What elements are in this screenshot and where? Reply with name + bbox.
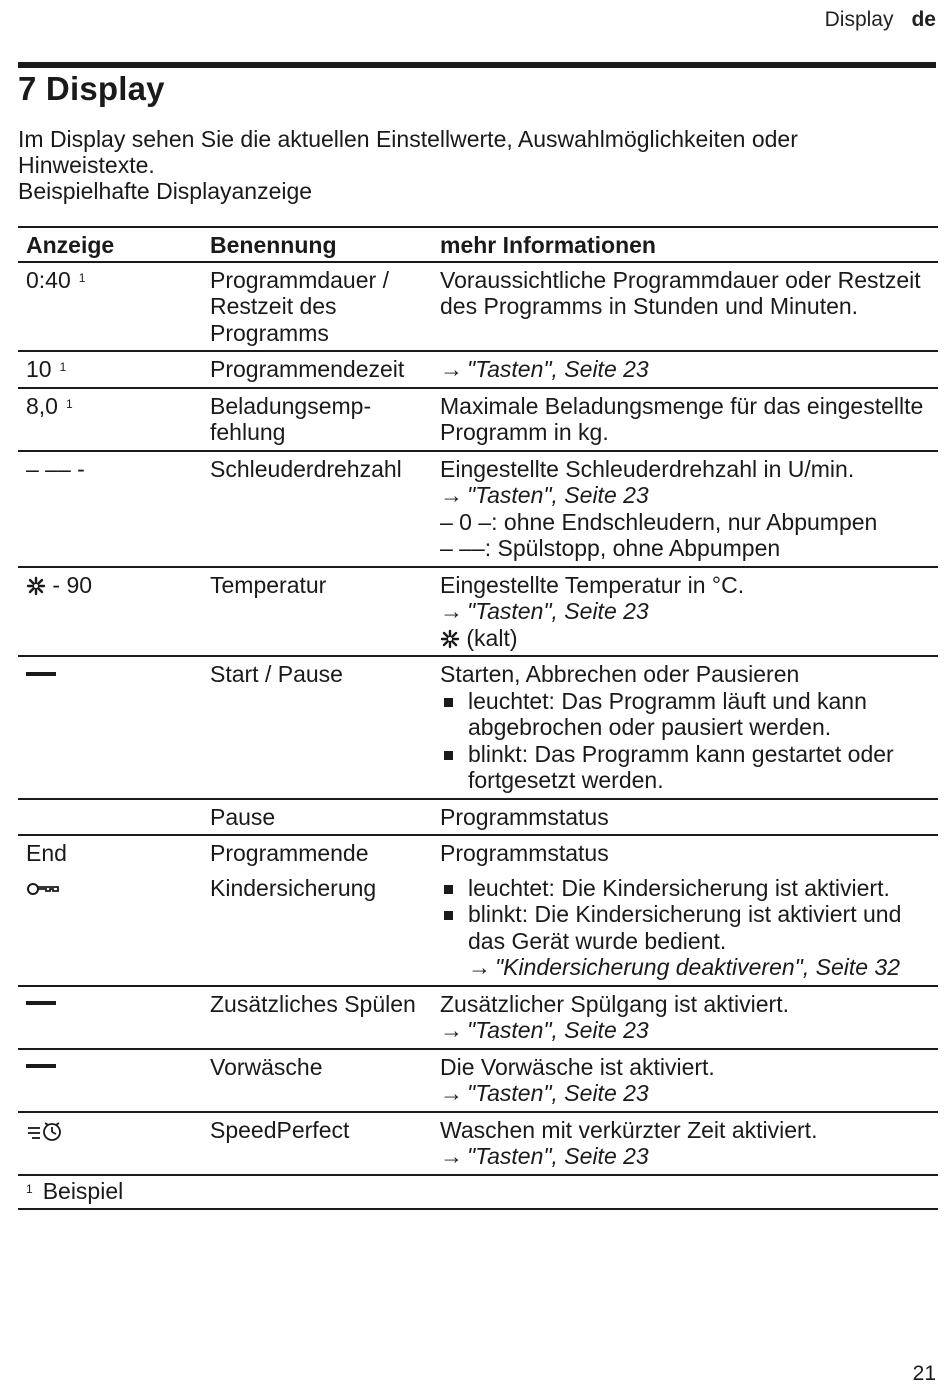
cell-anzeige: – –– -: [18, 451, 202, 567]
table-header-row: [18, 227, 938, 262]
arrow-icon: →: [440, 482, 463, 508]
table-row: [18, 835, 938, 871]
table-row: [18, 799, 938, 836]
table-row: [18, 388, 938, 451]
cell-info: Programmstatus: [432, 799, 938, 836]
cell-info: Waschen mit verkürzter Zeit aktiviert. → "Tasten", Seite 23: [432, 1112, 938, 1175]
snowflake-icon: [440, 629, 460, 649]
header-language: de: [911, 8, 936, 31]
key-icon: [26, 881, 60, 897]
cell-name: Vorwäsche: [202, 1049, 432, 1112]
cell-info: Maximale Beladungsmenge für das eingestellte Programm in kg.: [432, 388, 938, 451]
cell-name: Programmendezeit: [202, 351, 432, 388]
table-row: [18, 567, 938, 657]
table-row: [18, 351, 938, 388]
table-row: [18, 986, 938, 1049]
arrow-icon: →: [440, 598, 463, 624]
cell-info: Die Vorwäsche ist aktiviert. → "Tasten", Seite 23: [432, 1049, 938, 1112]
arrow-icon: →: [440, 1080, 463, 1106]
intro-line-2: Beispielhafte Displayanzeige: [18, 178, 313, 204]
cell-anzeige: [18, 656, 202, 799]
bullet-list: [440, 875, 930, 955]
list-item: blinkt: Die Kindersicherung ist aktiviert und das Gerät wurde bedient.: [440, 901, 930, 954]
intro-line-1: Im Display sehen Sie die aktuellen Einstellwerte, Auswahlmöglichkeiten oder Hinweistexte.: [18, 126, 798, 178]
cell-name: Pause: [202, 799, 432, 836]
column-header-info: mehr Informationen: [432, 227, 938, 262]
arrow-icon: →: [440, 1143, 463, 1169]
cell-name: Start / Pause: [202, 656, 432, 799]
cell-info: Starten, Abbrechen oder Pausieren leuchtet: Das Programm läuft und kann abgebrochen oder pausiert werden. blinkt: Das Programm kann gestartet oder fortgesetzt werden.: [432, 656, 938, 799]
page-reference-link[interactable]: "Tasten", Seite 23: [467, 1143, 649, 1169]
cell-info: [432, 351, 938, 388]
page-number: 21: [912, 1362, 936, 1385]
dash-indicator-icon: [26, 1064, 56, 1068]
table-footnote: [18, 1175, 938, 1210]
page-title: 7 Display: [18, 70, 165, 107]
table-row: [18, 871, 938, 986]
cell-info: Voraussichtliche Programmdauer oder Restzeit des Programms in Stunden und Minuten.: [432, 262, 938, 352]
table-row: [18, 262, 938, 352]
cell-info: [432, 871, 938, 986]
header-rule: [18, 62, 936, 68]
snowflake-icon: [26, 576, 46, 596]
cell-name: Programmende: [210, 840, 369, 866]
cell-name: Programmdauer / Restzeit des Programms: [202, 262, 432, 352]
arrow-icon: →: [468, 954, 491, 980]
list-item: leuchtet: Das Programm läuft und kann abgebrochen oder pausiert werden.: [440, 688, 930, 741]
bullet-list: [440, 688, 930, 794]
dash-indicator-icon: [26, 1001, 56, 1005]
cell-info: Eingestellte Schleuderdrehzahl in U/min. → "Tasten", Seite 23 – 0 –: ohne Endschleudern, nur Abpumpen – ––: Spülstopp, ohne Abpumpen: [432, 451, 938, 567]
column-header-anzeige: Anzeige: [18, 227, 202, 262]
cell-name: Schleuderdrehzahl: [202, 451, 432, 567]
cell-anzeige: [18, 986, 202, 1049]
cell-anzeige: - 90: [18, 567, 202, 657]
cell-anzeige: 8,0 $^1$: [18, 388, 202, 451]
page-header: [825, 8, 936, 32]
page-reference-link[interactable]: "Tasten", Seite 23: [467, 598, 649, 624]
cell-anzeige: [18, 1112, 202, 1175]
table-row: [18, 451, 938, 567]
list-item: leuchtet: Die Kindersicherung ist aktiviert.: [440, 875, 930, 902]
header-section: Display: [824, 8, 894, 31]
table-row: [18, 1112, 938, 1175]
page-reference-link[interactable]: "Tasten", Seite 23: [467, 1080, 649, 1106]
table-row: [18, 656, 938, 799]
cell-anzeige: 10 $^1$: [18, 351, 202, 388]
cell-info: Programmstatus: [440, 840, 609, 866]
list-item: blinkt: Das Programm kann gestartet oder fortgesetzt werden.: [440, 741, 930, 794]
cell-info: Zusätzlicher Spülgang ist aktiviert. → "Tasten", Seite 23: [432, 986, 938, 1049]
footnote-text: $^1$ Beispiel: [18, 1175, 938, 1210]
display-table: [18, 226, 938, 1210]
cell-name: Zusätzliches Spülen: [202, 986, 432, 1049]
page-reference-link[interactable]: "Tasten", Seite 23: [467, 482, 649, 508]
column-header-benennung: Benennung: [202, 227, 432, 262]
table-row: [18, 1049, 938, 1112]
cell-anzeige: [18, 871, 202, 986]
cell-info: Eingestellte Temperatur in °C. → "Tasten", Seite 23 (kalt): [432, 567, 938, 657]
arrow-icon: →: [440, 356, 463, 382]
cell-name: Kindersicherung: [202, 871, 432, 986]
cell-anzeige: 0:40 $^1$: [18, 262, 202, 352]
cell-name: Beladungsempfehlung: [202, 388, 432, 451]
cell-anzeige: [18, 1049, 202, 1112]
page-reference-link[interactable]: "Tasten", Seite 23: [467, 1017, 649, 1043]
page-reference-link[interactable]: "Tasten", Seite 23: [467, 356, 649, 382]
intro-text: [18, 126, 928, 204]
speed-clock-icon: [26, 1120, 70, 1142]
cell-name: SpeedPerfect: [202, 1112, 432, 1175]
dash-indicator-icon: [26, 672, 56, 676]
cell-anzeige: [18, 799, 202, 836]
cell-anzeige: End: [26, 840, 67, 866]
page-reference-link[interactable]: "Kindersicherung deaktiveren", Seite 32: [495, 954, 901, 980]
cell-name: Temperatur: [202, 567, 432, 657]
arrow-icon: →: [440, 1017, 463, 1043]
